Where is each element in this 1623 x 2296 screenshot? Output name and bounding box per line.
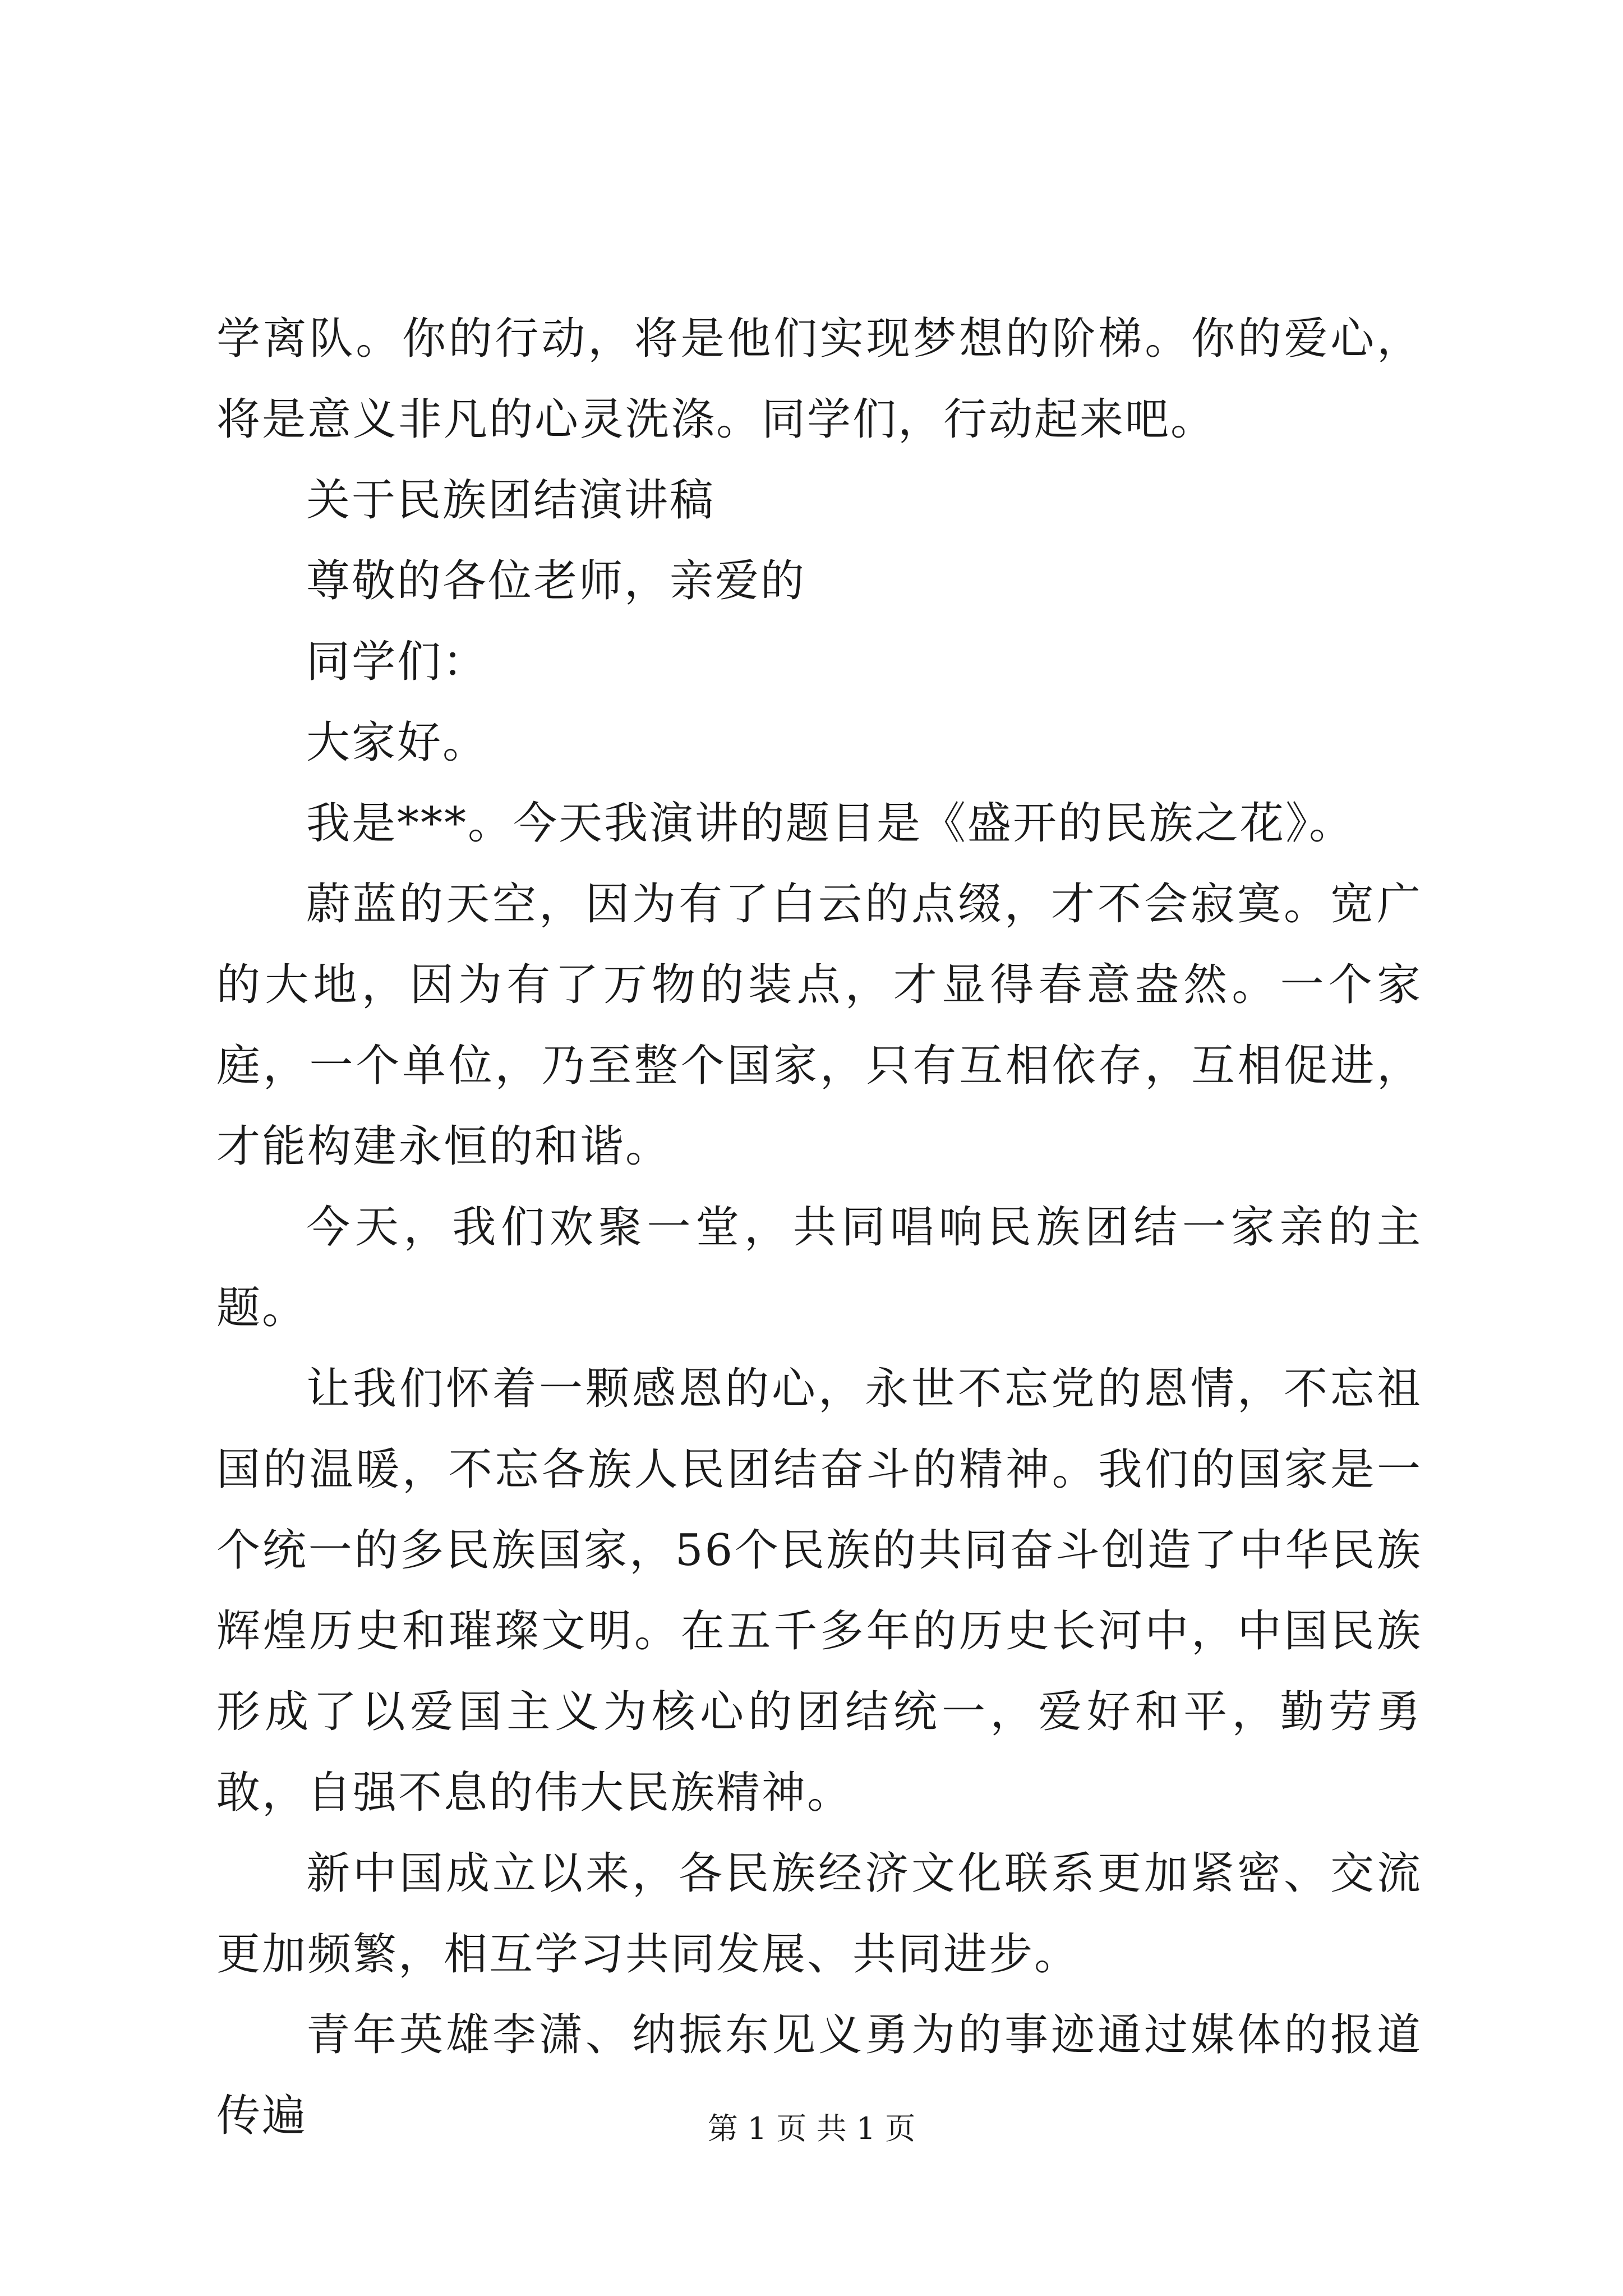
greeting: 大家好。 xyxy=(306,717,488,768)
paragraph-gathering: 今天，我们欢聚一堂，共同唱响民族团结一家亲的主题。 xyxy=(216,1202,1422,1333)
introduction: 我是***。今天我演讲的题目是《盛开的民族之花》。 xyxy=(306,798,1355,849)
page-footer: 第 1 页 共 1 页 xyxy=(707,2111,916,2146)
salutation-line-2: 同学们： xyxy=(306,637,488,687)
speech-title: 关于民族团结演讲稿 xyxy=(306,475,716,526)
document-body xyxy=(216,298,1422,2156)
paragraph-new-china: 新中国成立以来，各民族经济文化联系更加紧密、交流更加频繁，相互学习共同发展、共同进步。 xyxy=(216,1848,1422,1980)
paragraph-1: 学离队。你的行动，将是他们实现梦想的阶梯。你的爱心，将是意义非凡的心灵洗涤。同学们，行动起来吧。 xyxy=(216,314,1422,445)
paragraph-sky: 蔚蓝的天空，因为有了白云的点缀，才不会寂寞。宽广的大地，因为有了万物的装点，才显得春意盎然。一个家庭，一个单位，乃至整个国家，只有互相依存，互相促进，才能构建永恒的和谐。 xyxy=(216,879,1422,1172)
paragraph-heroes: 青年英雄李潇、纳振东见义勇为的事迹通过媒体的报道传遍 xyxy=(216,2010,1422,2141)
paragraph-gratitude: 让我们怀着一颗感恩的心，永世不忘党的恩情，不忘祖国的温暖，不忘各族人民团结奋斗的精神。我们的国家是一个统一的多民族国家，56个民族的共同奋斗创造了中华民族辉煌历史和璀璨文明。在五千多年的历史长河中，中国民族形成了以爱国主义为核心的团结统一，爱好和平，勤劳勇敢，自强不息的伟大民族精神。 xyxy=(216,1364,1422,1818)
salutation-line-1: 尊敬的各位老师，亲爱的 xyxy=(306,556,806,606)
